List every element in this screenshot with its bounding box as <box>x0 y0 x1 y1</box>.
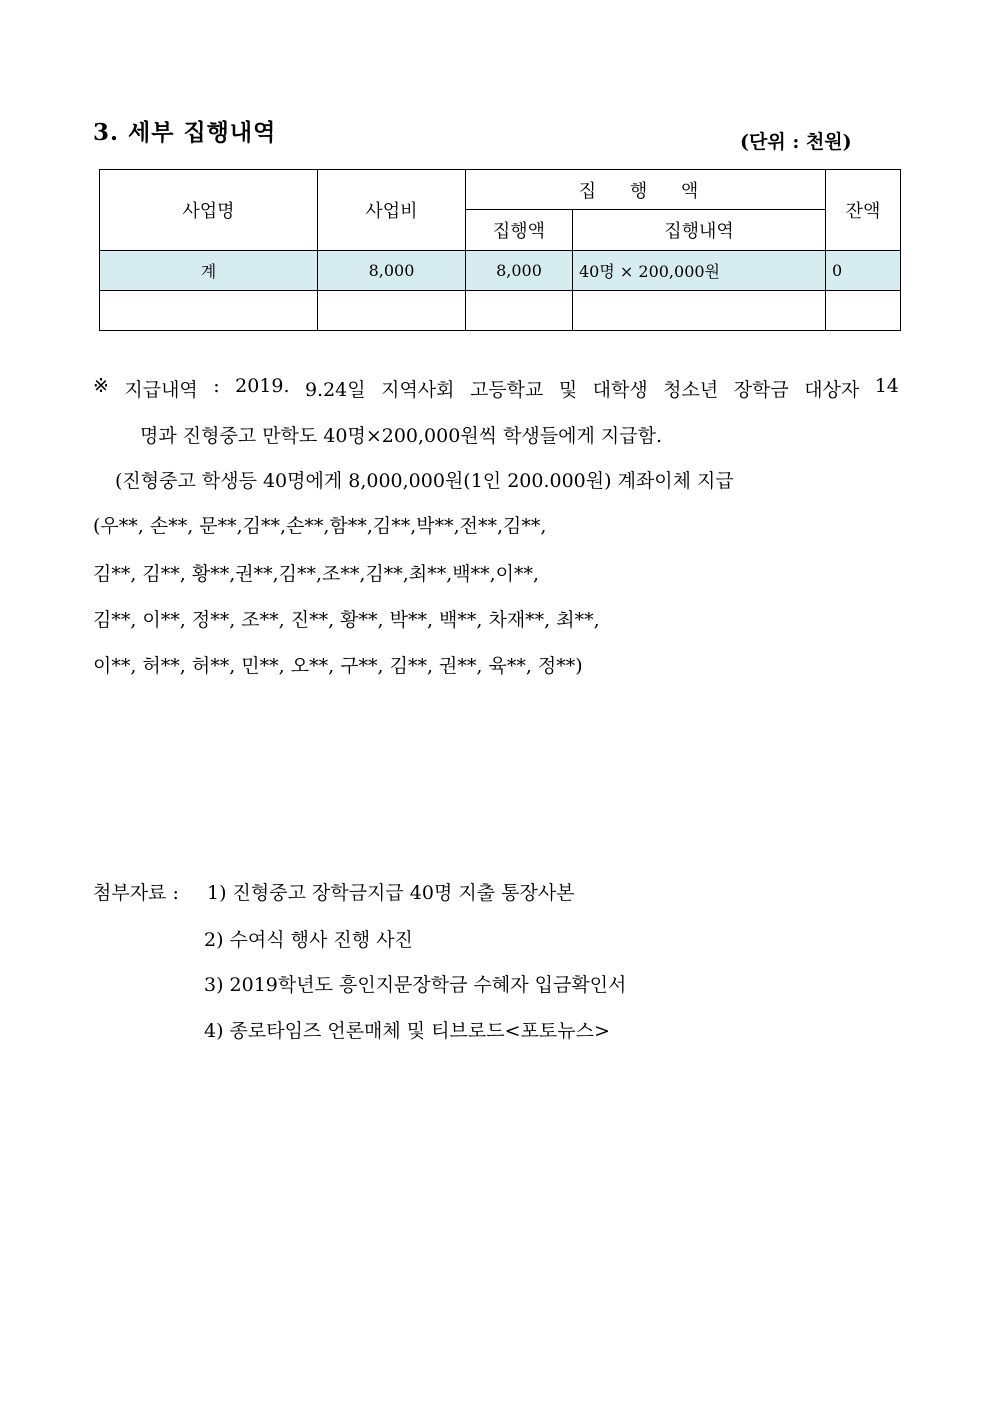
attachment-item: 1) 진형중고 장학금지급 40명 지출 통장사본 <box>207 882 575 904</box>
recipient-names-line: 김**, 김**, 황**,권**,김**,조**,김**,최**,백**,이**, <box>93 563 540 585</box>
cell-execution-amount: 8,000 <box>466 251 573 291</box>
note-word: 대학생 <box>592 379 648 401</box>
note-word: 청소년 <box>663 379 719 401</box>
note-word: : <box>213 375 220 397</box>
header-execution-group: 집 행 액 <box>466 170 826 210</box>
header-project-cost: 사업비 <box>318 170 466 251</box>
header-execution-details: 집행내역 <box>573 210 826 251</box>
attachments-label: 첨부자료 : <box>93 882 179 904</box>
cell-project-name <box>100 291 318 331</box>
note-word: 및 <box>558 379 578 401</box>
payment-note-line-2: 명과 진형중고 만학도 40명×200,000원씩 학생들에게 지급함. <box>140 425 662 447</box>
cell-execution-details: 40명 × 200,000원 <box>573 251 826 291</box>
recipient-names-line: 이**, 허**, 허**, 민**, 오**, 구**, 김**, 권**, 육**, 정**) <box>93 655 583 677</box>
attachment-item: 2) 수여식 행사 진행 사진 <box>204 929 413 951</box>
unit-label: (단위 : 천원) <box>740 131 852 153</box>
table-header-row <box>100 170 901 210</box>
note-word: 14 <box>874 375 899 397</box>
execution-table <box>99 169 901 331</box>
note-word: 대상자 <box>804 379 860 401</box>
note-word: 고등학교 <box>469 379 544 401</box>
recipient-names-line: 김**, 이**, 정**, 조**, 진**, 황**, 박**, 백**, 차재**, 최**, <box>93 609 600 631</box>
cell-execution-amount <box>466 291 573 331</box>
table-row <box>100 251 901 291</box>
attachment-item: 4) 종로타임즈 언론매체 및 티브로드<포토뉴스> <box>204 1020 610 1042</box>
note-word: 지급내역 <box>124 379 198 401</box>
payment-note-line-1 <box>93 375 899 402</box>
cell-balance <box>826 291 901 331</box>
cell-balance: 0 <box>826 251 901 291</box>
header-balance: 잔액 <box>826 170 901 251</box>
header-project-name: 사업명 <box>100 170 318 251</box>
cell-project-cost: 8,000 <box>318 251 466 291</box>
note-word: 장학금 <box>733 379 789 401</box>
payment-note-line-3: (진형중고 학생등 40명에게 8,000,000원(1인 200.000원) 계좌이체 지급 <box>115 470 734 492</box>
cell-execution-details <box>573 291 826 331</box>
table-row <box>100 291 901 331</box>
header-execution-amount: 집행액 <box>466 210 573 251</box>
cell-project-name: 계 <box>100 251 318 291</box>
note-word: 9.24일 <box>304 379 366 401</box>
cell-project-cost <box>318 291 466 331</box>
note-word: ※ <box>93 375 109 397</box>
section-title: 3. 세부 집행내역 <box>93 119 277 146</box>
note-word: 지역사회 <box>381 379 455 401</box>
attachment-item: 3) 2019학년도 흥인지문장학금 수혜자 입금확인서 <box>204 974 627 996</box>
note-word: 2019. <box>235 375 290 397</box>
recipient-names-line: (우**, 손**, 문**,김**,손**,함**,김**,박**,전**,김**, <box>93 515 547 537</box>
